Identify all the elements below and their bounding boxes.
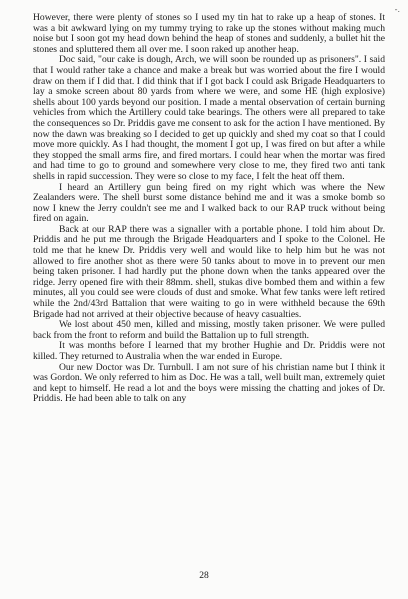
- paragraph-6: It was months before I learned that my brother Hughie and Dr. Priddis were not killed. They returned to Australia when the war ended in Europe.: [33, 340, 385, 362]
- paragraph-1: However, there were plenty of stones so I used my tin hat to rake up a heap of stones. It was a bit awkward lying on my tummy trying to rake up the stones without making much noise but I soon got my head down behind the heap of stones and suddenly, a bullet hit the stones and spluttered them all over me. I soon raked up another heap.: [33, 12, 385, 55]
- paragraph-4: Back at our RAP there was a signaller with a portable phone. I told him about Dr. Priddis and he put me through the Brigade Headquarters and I spoke to the Colonel. He told me that he knew Dr. Priddis very well and would like to help him but he was not allowed to fire another shot as there were 50 tanks about to move in to prevent our men being taken prisoner. I had hardly put the phone down when the tanks appeared over the ridge. Jerry opened fire with their 88mm. shell, stukas dive bombed them and within a few minutes, all you could see were clouds of dust and smoke. What few tanks were left retired while the 2nd/43rd Battalion that were waiting to go in were withheld because the 69th Brigade had not arrived at their objective because of heavy casualties.: [33, 223, 385, 320]
- corner-mark: -.: [394, 5, 400, 14]
- paragraph-3: I heard an Artillery gun being fired on my right which was where the New Zealanders were. The shell burst some distance behind me and it was a smoke bomb so now I knew the Jerry couldn't see me and I walked back to our RAP truck without being fired on again.: [33, 181, 385, 225]
- paragraph-5: We lost about 450 men, killed and missing, mostly taken prisoner. We were pulled back from the front to reform and build the Battalion up to full strength.: [33, 319, 385, 341]
- paragraph-2: Doc said, "our cake is dough, Arch, we will soon be rounded up as prisoners". I said that I would rather take a chance and make a break but was worried about the fire I would draw on them if I did that. I did think that if I got back I could ask Brigade Headquarters to lay a smoke screen about 80 yards from where we were, and some HE (high explosive) shells about 100 yards beyond our position. I made a mental observation of certain burning vehicles from which the Artillery could take bearings. The others were all prepared to take the consequences so Dr. Priddis gave me consent to ask for the action I have mentioned. By now the dawn was breaking so I decided to get up quickly and shed my coat so that I could move more quickly. As I had thought, the moment I got up, I was fired on but after a while they stopped the small arms fire, and fired mortars. I could hear when the mortar was fired and had time to go to ground and somewhere very close to me, they fired two anti tank shells in rapid succession. They were so close to my face, I felt the heat off them.: [33, 54, 385, 182]
- paragraph-7: Our new Doctor was Dr. Turnbull. I am not sure of his christian name but I think it was Gordon. We only referred to him as Doc. He was a tall, well built man, extremely quiet and kept to himself. He read a lot and the boys were missing the chatting and jokes of Dr. Priddis. He had been able to talk on any: [33, 361, 385, 405]
- page-number: 28: [199, 570, 209, 581]
- body-text: [33, 13, 385, 405]
